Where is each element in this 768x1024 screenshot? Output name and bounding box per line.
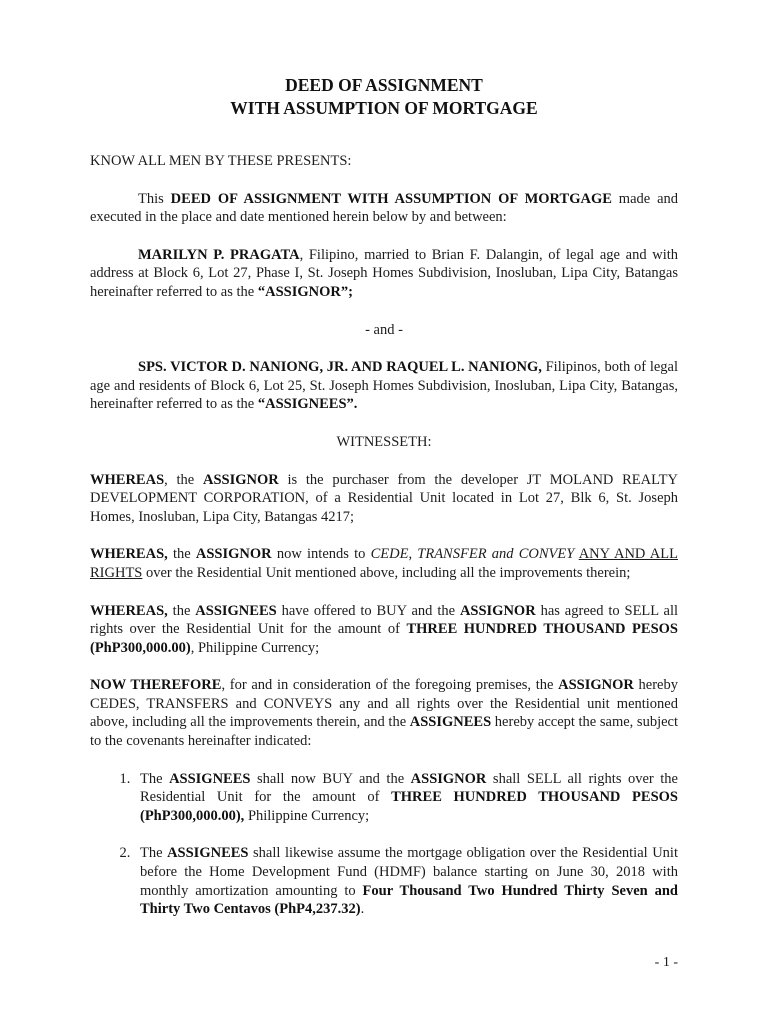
assignor-party-paragraph: MARILYN P. PRAGATA, Filipino, married to Brian F. Dalangin, of legal age and with address at Block 6, Lot 27, Phase I, St. Joseph Homes Subdivision, Inosluban, Lipa City, Batangas hereinafter referred to as the “ASSIGNOR”; [90,246,679,300]
intro-paragraph: This DEED OF ASSIGNMENT WITH ASSUMPTION OF MORTGAGE made and executed in the place and date mentioned herein below by and between: [90,190,679,226]
assignee-party-paragraph: SPS. VICTOR D. NANIONG, JR. AND RAQUEL L. NANIONG, Filipinos, both of legal age and residents of Block 6, Lot 25, St. Joseph Homes Subdivision, Inosluban, Lipa City, Batangas, hereinafter referred to as the “ASSIGNEES”. [90,359,678,413]
and-separator: - and - [365,321,403,338]
assignee-names: SPS. VICTOR D. NANIONG, JR. AND RAQUEL L. NANIONG, [138,359,542,376]
whereas-paragraph-3: WHEREAS, the ASSIGNEES have offered to BUY and the ASSIGNOR has agreed to SELL all rights over the Residential Unit for the amount of THREE HUNDRED THOUSAND PESOS (PhP300,000.00), Philippine Currency; [90,602,678,656]
covenant-item-1: 1. The ASSIGNEES shall now BUY and the ASSIGNOR shall SELL all rights over the Residential Unit for the amount of THREE HUNDRED THOUSAND PESOS (PhP300,000.00), Philippine Currency; [134,770,678,826]
title-line-1: DEED OF ASSIGNMENT [285,75,483,95]
page-number: - 1 - [654,955,678,970]
opening-line: KNOW ALL MEN BY THESE PRESENTS: [90,153,352,169]
witnesseth-heading: WITNESSETH: [336,433,432,450]
whereas-paragraph-2: WHEREAS, the ASSIGNOR now intends to CEDE, TRANSFER and CONVEY ANY AND ALL RIGHTS over the Residential Unit mentioned above, including all the improvements therein; [90,546,678,581]
title-line-2: WITH ASSUMPTION OF MORTGAGE [230,98,538,118]
now-therefore-paragraph: NOW THEREFORE, for and in consideration of the foregoing premises, the ASSIGNOR hereby CEDES, TRANSFERS and CONVEYS any and all rights over the Residential unit mentioned above, including all the improvements therein, and the ASSIGNEES hereby accept the same, subject to the covenants hereinafter indicated: [90,677,678,750]
covenant-item-2: 2. The ASSIGNEES shall likewise assume the mortgage obligation over the Residential Unit before the Home Development Fund (HDMF) balance starting on June 30, 2018 with monthly amortization amounting to Four Thousand Two Hundred Thirty Seven and Thirty Two Centavos (PhP4,237.32). [134,844,678,918]
covenants-list [90,770,678,919]
document-title [90,74,678,120]
whereas-paragraph-1: WHEREAS, the ASSIGNOR is the purchaser from the developer JT MOLAND REALTY DEVELOPMENT CORPORATION, of a Residential Unit located in Lot 27, Blk 6, St. Joseph Homes, Inosluban, Lipa City, Batangas 4217; [90,471,678,525]
assignor-name: MARILYN P. PRAGATA [138,246,300,263]
